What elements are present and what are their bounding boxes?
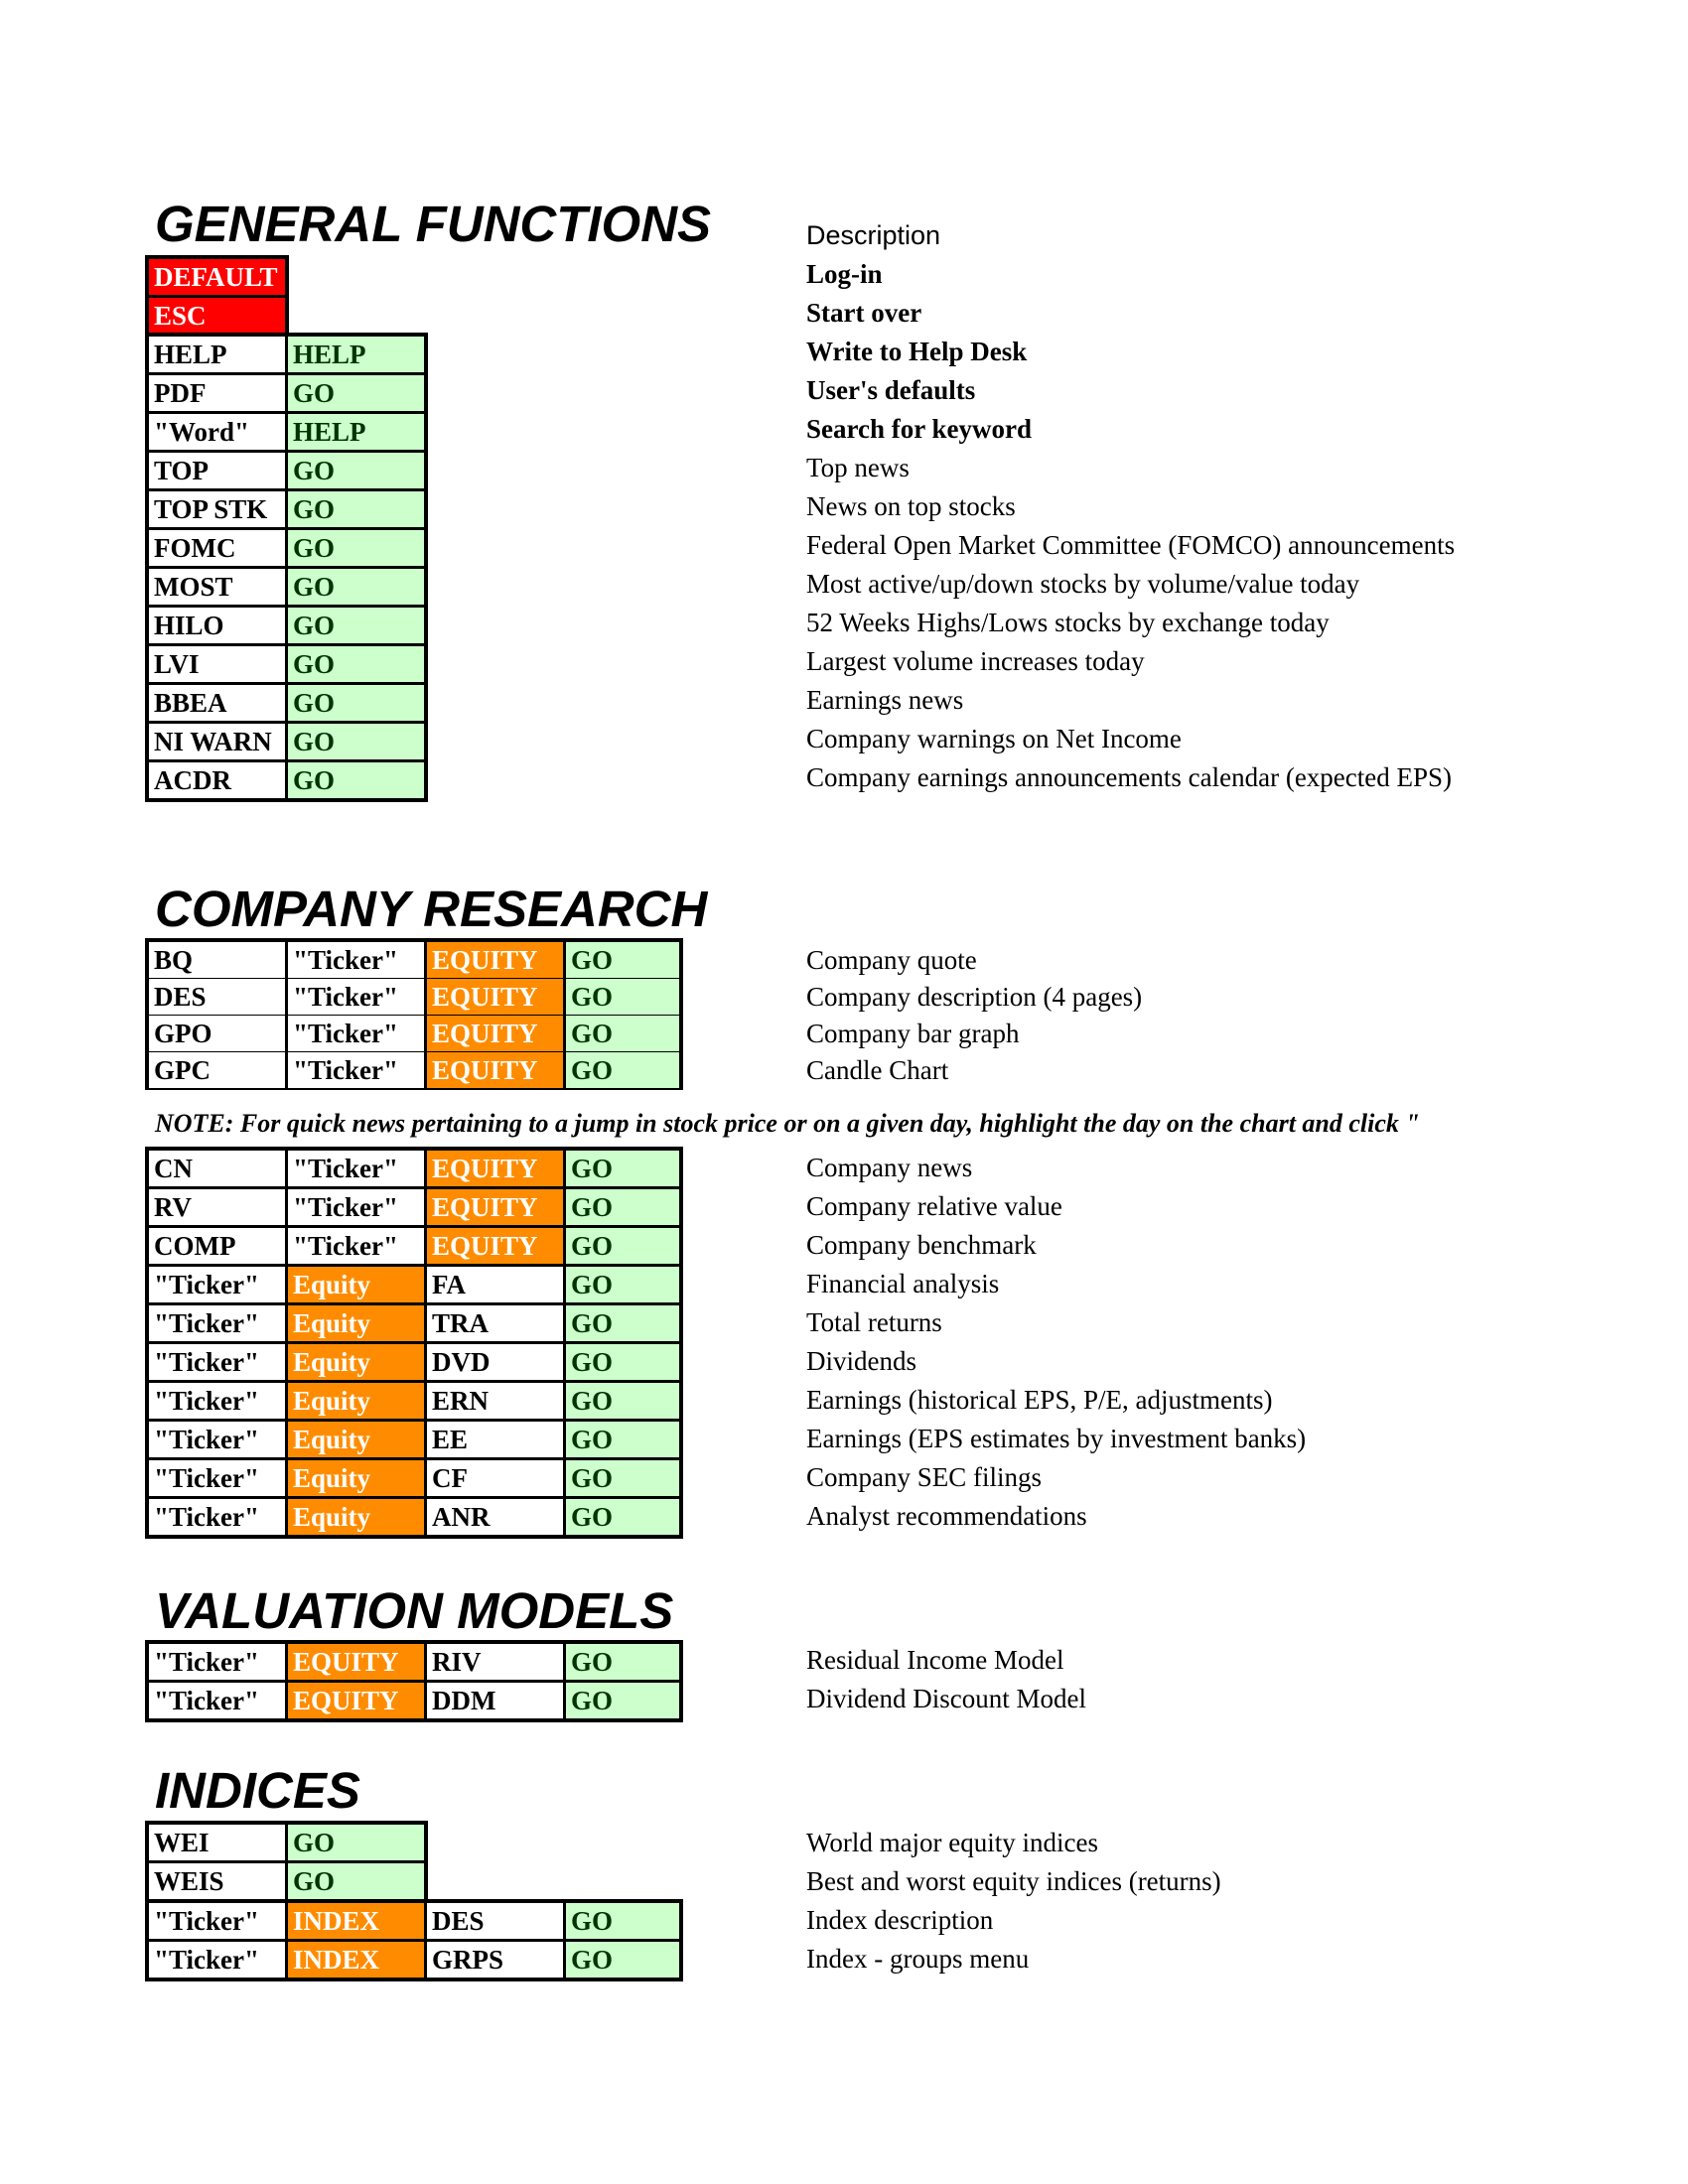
description-header: Description xyxy=(806,220,941,250)
key-cell: GO xyxy=(288,530,424,566)
key-cell: GO xyxy=(566,1460,679,1496)
command-cell: ESC xyxy=(149,298,285,334)
market-cell: Equity xyxy=(288,1305,424,1341)
description: Company earnings announcements calendar (expected EPS) xyxy=(806,762,1453,792)
command-cell: NI WARN xyxy=(149,724,285,759)
description: Dividends xyxy=(806,1346,916,1376)
ticker-cell: "Ticker" xyxy=(149,1383,285,1419)
description: News on top stocks xyxy=(806,491,1016,521)
description: Earnings (historical EPS, P/E, adjustments) xyxy=(806,1385,1273,1415)
key-cell: GO xyxy=(566,1267,679,1302)
key-cell: GO xyxy=(288,1825,424,1860)
indices-descriptions xyxy=(806,1824,1221,1979)
ticker-cell: "Ticker" xyxy=(149,1344,285,1380)
market-cell: Equity xyxy=(288,1267,424,1302)
market-cell: EQUITY xyxy=(427,1052,563,1088)
market-cell: EQUITY xyxy=(288,1644,424,1680)
description: Earnings news xyxy=(806,685,964,715)
command-cell: DEFAULT xyxy=(149,259,285,295)
description: Company warnings on Net Income xyxy=(806,724,1182,753)
market-cell: Equity xyxy=(288,1344,424,1380)
valuation-descriptions xyxy=(806,1641,1086,1718)
description: Federal Open Market Committee (FOMCO) announcements xyxy=(806,530,1456,560)
command-cell: LVI xyxy=(149,646,285,682)
market-cell: Equity xyxy=(288,1499,424,1535)
ticker-cell: "Ticker" xyxy=(149,1903,285,1939)
command-cell: TOP xyxy=(149,453,285,488)
command-cell: CF xyxy=(427,1460,563,1496)
description: Company news xyxy=(806,1153,973,1182)
key-cell: GO xyxy=(566,1052,679,1088)
ticker-cell: "Ticker" xyxy=(149,1305,285,1341)
market-cell: EQUITY xyxy=(427,1016,563,1051)
key-cell: GO xyxy=(288,762,424,798)
description: Company benchmark xyxy=(806,1230,1037,1260)
market-cell: Equity xyxy=(288,1383,424,1419)
red-command-block xyxy=(145,255,289,338)
command-cell: WEI xyxy=(149,1825,285,1860)
key-cell: GO xyxy=(566,1189,679,1225)
key-cell: GO xyxy=(288,685,424,721)
indices-table-a xyxy=(145,1821,428,1902)
description: Earnings (EPS estimates by investment banks) xyxy=(806,1424,1307,1453)
key-cell: GO xyxy=(566,1644,679,1680)
market-cell: INDEX xyxy=(288,1942,424,1978)
command-cell: BQ xyxy=(149,942,285,978)
key-cell: GO xyxy=(566,979,679,1015)
company-research-table-1 xyxy=(145,938,683,1090)
description: World major equity indices xyxy=(806,1828,1099,1857)
market-cell: Equity xyxy=(288,1422,424,1457)
key-cell: GO xyxy=(288,646,424,682)
market-cell: EQUITY xyxy=(288,1683,424,1718)
company-research-table-2 xyxy=(145,1147,683,1539)
description: Best and worst equity indices (returns) xyxy=(806,1866,1221,1896)
valuation-models-table xyxy=(145,1640,683,1722)
description: Total returns xyxy=(806,1307,942,1337)
key-cell: GO xyxy=(566,1305,679,1341)
ticker-cell: "Ticker" xyxy=(149,1460,285,1496)
description: Company SEC filings xyxy=(806,1462,1043,1492)
key-cell: GO xyxy=(566,1228,679,1264)
company-descriptions-2 xyxy=(806,1149,1306,1536)
command-cell: DES xyxy=(149,979,285,1015)
key-cell: GO xyxy=(288,491,424,527)
description: Candle Chart xyxy=(806,1055,949,1085)
description: 52 Weeks Highs/Lows stocks by exchange today xyxy=(806,608,1330,637)
key-cell: GO xyxy=(288,608,424,643)
description: Company quote xyxy=(806,945,977,975)
indices-table-b xyxy=(145,1899,683,1981)
section-title-company: COMPANY RESEARCH xyxy=(155,881,708,937)
ticker-cell: "Ticker" xyxy=(288,1189,424,1225)
description: Residual Income Model xyxy=(806,1645,1064,1675)
key-cell: GO xyxy=(566,1942,679,1978)
section-title-general: GENERAL FUNCTIONS xyxy=(155,196,712,252)
description: Largest volume increases today xyxy=(806,646,1145,676)
section-title-indices: INDICES xyxy=(155,1762,360,1819)
command-cell: BBEA xyxy=(149,685,285,721)
command-cell: PDF xyxy=(149,375,285,411)
key-cell: GO xyxy=(566,1344,679,1380)
command-cell: GPC xyxy=(149,1052,285,1088)
key-cell: GO xyxy=(566,1383,679,1419)
command-cell: ACDR xyxy=(149,762,285,798)
ticker-cell: "Ticker" xyxy=(149,1683,285,1718)
description: Company description (4 pages) xyxy=(806,982,1143,1012)
description: Search for keyword xyxy=(806,414,1032,444)
command-cell: DES xyxy=(427,1903,563,1939)
ticker-cell: "Ticker" xyxy=(149,1942,285,1978)
key-cell: GO xyxy=(566,1499,679,1535)
market-cell: EQUITY xyxy=(427,1189,563,1225)
description: Most active/up/down stocks by volume/value today xyxy=(806,569,1360,599)
section-title-valuation: VALUATION MODELS xyxy=(155,1582,674,1639)
command-cell: FA xyxy=(427,1267,563,1302)
market-cell: Equity xyxy=(288,1460,424,1496)
command-cell: TRA xyxy=(427,1305,563,1341)
command-cell: HILO xyxy=(149,608,285,643)
command-cell: ANR xyxy=(427,1499,563,1535)
command-cell: GPO xyxy=(149,1016,285,1051)
description: Start over xyxy=(806,298,922,328)
description: Top news xyxy=(806,453,910,482)
description: Dividend Discount Model xyxy=(806,1684,1086,1713)
ticker-cell: "Ticker" xyxy=(288,979,424,1015)
ticker-cell: "Ticker" xyxy=(288,1016,424,1051)
command-cell: RV xyxy=(149,1189,285,1225)
key-cell: GO xyxy=(566,1683,679,1718)
description: Company relative value xyxy=(806,1191,1062,1221)
command-cell: DDM xyxy=(427,1683,563,1718)
key-cell: GO xyxy=(288,724,424,759)
command-cell: FOMC xyxy=(149,530,285,566)
key-cell: GO xyxy=(566,1422,679,1457)
ticker-cell: "Ticker" xyxy=(149,1499,285,1535)
market-cell: INDEX xyxy=(288,1903,424,1939)
company-descriptions-1 xyxy=(806,942,1142,1089)
ticker-cell: "Ticker" xyxy=(288,1151,424,1186)
command-cell: CN xyxy=(149,1151,285,1186)
ticker-cell: "Ticker" xyxy=(149,1422,285,1457)
command-cell: "Word" xyxy=(149,414,285,450)
command-cell: HELP xyxy=(149,337,285,372)
key-cell: GO xyxy=(566,1151,679,1186)
description: Index description xyxy=(806,1905,994,1935)
description: Analyst recommendations xyxy=(806,1501,1087,1531)
ticker-cell: "Ticker" xyxy=(288,942,424,978)
command-cell: EE xyxy=(427,1422,563,1457)
ticker-cell: "Ticker" xyxy=(288,1052,424,1088)
key-cell: HELP xyxy=(288,414,424,450)
ticker-cell: "Ticker" xyxy=(288,1228,424,1264)
description: Company bar graph xyxy=(806,1019,1020,1048)
market-cell: EQUITY xyxy=(427,979,563,1015)
description: Financial analysis xyxy=(806,1269,1000,1298)
note-text: NOTE: For quick news pertaining to a jump in stock price or on a given day, highlight the day on the chart and click " xyxy=(155,1109,1420,1138)
command-cell: COMP xyxy=(149,1228,285,1264)
command-cell: WEIS xyxy=(149,1863,285,1899)
key-cell: GO xyxy=(288,453,424,488)
ticker-cell: "Ticker" xyxy=(149,1267,285,1302)
general-descriptions xyxy=(806,255,1455,797)
description: Index - groups menu xyxy=(806,1944,1030,1974)
key-cell: HELP xyxy=(288,337,424,372)
key-cell: GO xyxy=(566,1016,679,1051)
key-cell: GO xyxy=(288,375,424,411)
ticker-cell: "Ticker" xyxy=(149,1644,285,1680)
market-cell: EQUITY xyxy=(427,1228,563,1264)
key-cell: GO xyxy=(566,942,679,978)
key-cell: GO xyxy=(288,1863,424,1899)
command-cell: RIV xyxy=(427,1644,563,1680)
key-cell: GO xyxy=(288,569,424,605)
command-cell: GRPS xyxy=(427,1942,563,1978)
command-cell: TOP STK xyxy=(149,491,285,527)
description: Log-in xyxy=(806,259,883,289)
general-functions-table xyxy=(145,333,428,802)
description: User's defaults xyxy=(806,375,976,405)
command-cell: DVD xyxy=(427,1344,563,1380)
market-cell: EQUITY xyxy=(427,942,563,978)
command-cell: MOST xyxy=(149,569,285,605)
description: Write to Help Desk xyxy=(806,337,1028,366)
key-cell: GO xyxy=(566,1903,679,1939)
market-cell: EQUITY xyxy=(427,1151,563,1186)
command-cell: ERN xyxy=(427,1383,563,1419)
